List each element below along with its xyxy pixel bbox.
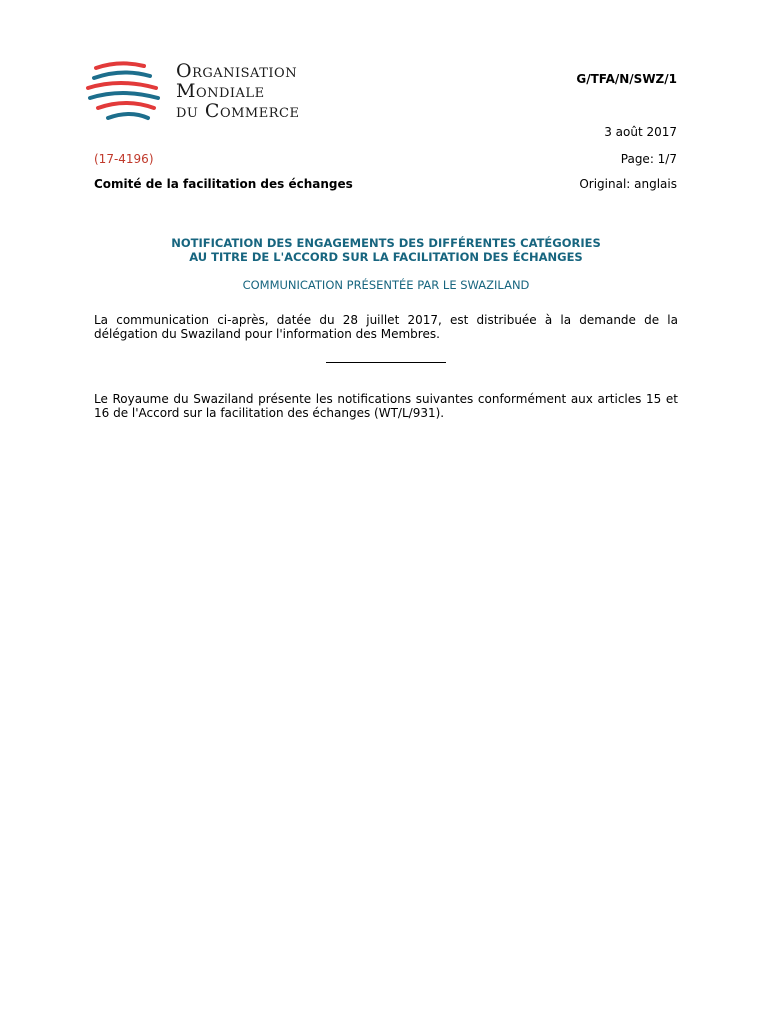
title-line1: NOTIFICATION DES ENGAGEMENTS DES DIFFÉRENTES CATÉGORIES [171,236,601,250]
paragraph-notification: Le Royaume du Swaziland présente les notifications suivantes conformément aux articles 15 et 16 de l'Accord sur la facilitation des échanges (WT/L/931). [94,392,678,420]
document-reference: (17-4196) [94,152,154,166]
org-name-line3: du Commerce [176,100,300,122]
page-indicator: Page: 1/7 [620,152,677,166]
separator-line [326,362,446,363]
subtitle: COMMUNICATION PRÉSENTÉE PAR LE SWAZILAND [242,278,530,292]
organization-name [176,61,299,121]
document-symbol: G/TFA/N/SWZ/1 [576,72,677,86]
committee-name: Comité de la facilitation des échanges [94,177,353,191]
title-line2: AU TITRE DE L'ACCORD SUR LA FACILITATION DES ÉCHANGES [189,250,583,264]
org-name-line1: Organisation [176,60,298,82]
org-name-line2: Mondiale [176,80,265,102]
original-language: Original: anglais [579,177,677,191]
wto-logo-icon [84,58,168,128]
wto-logo [84,58,334,128]
document-date: 3 août 2017 [604,125,677,139]
paragraph-intro: La communication ci-après, datée du 28 juillet 2017, est distribuée à la demande de la délégation du Swaziland pour l'information des Membres. [94,313,678,341]
